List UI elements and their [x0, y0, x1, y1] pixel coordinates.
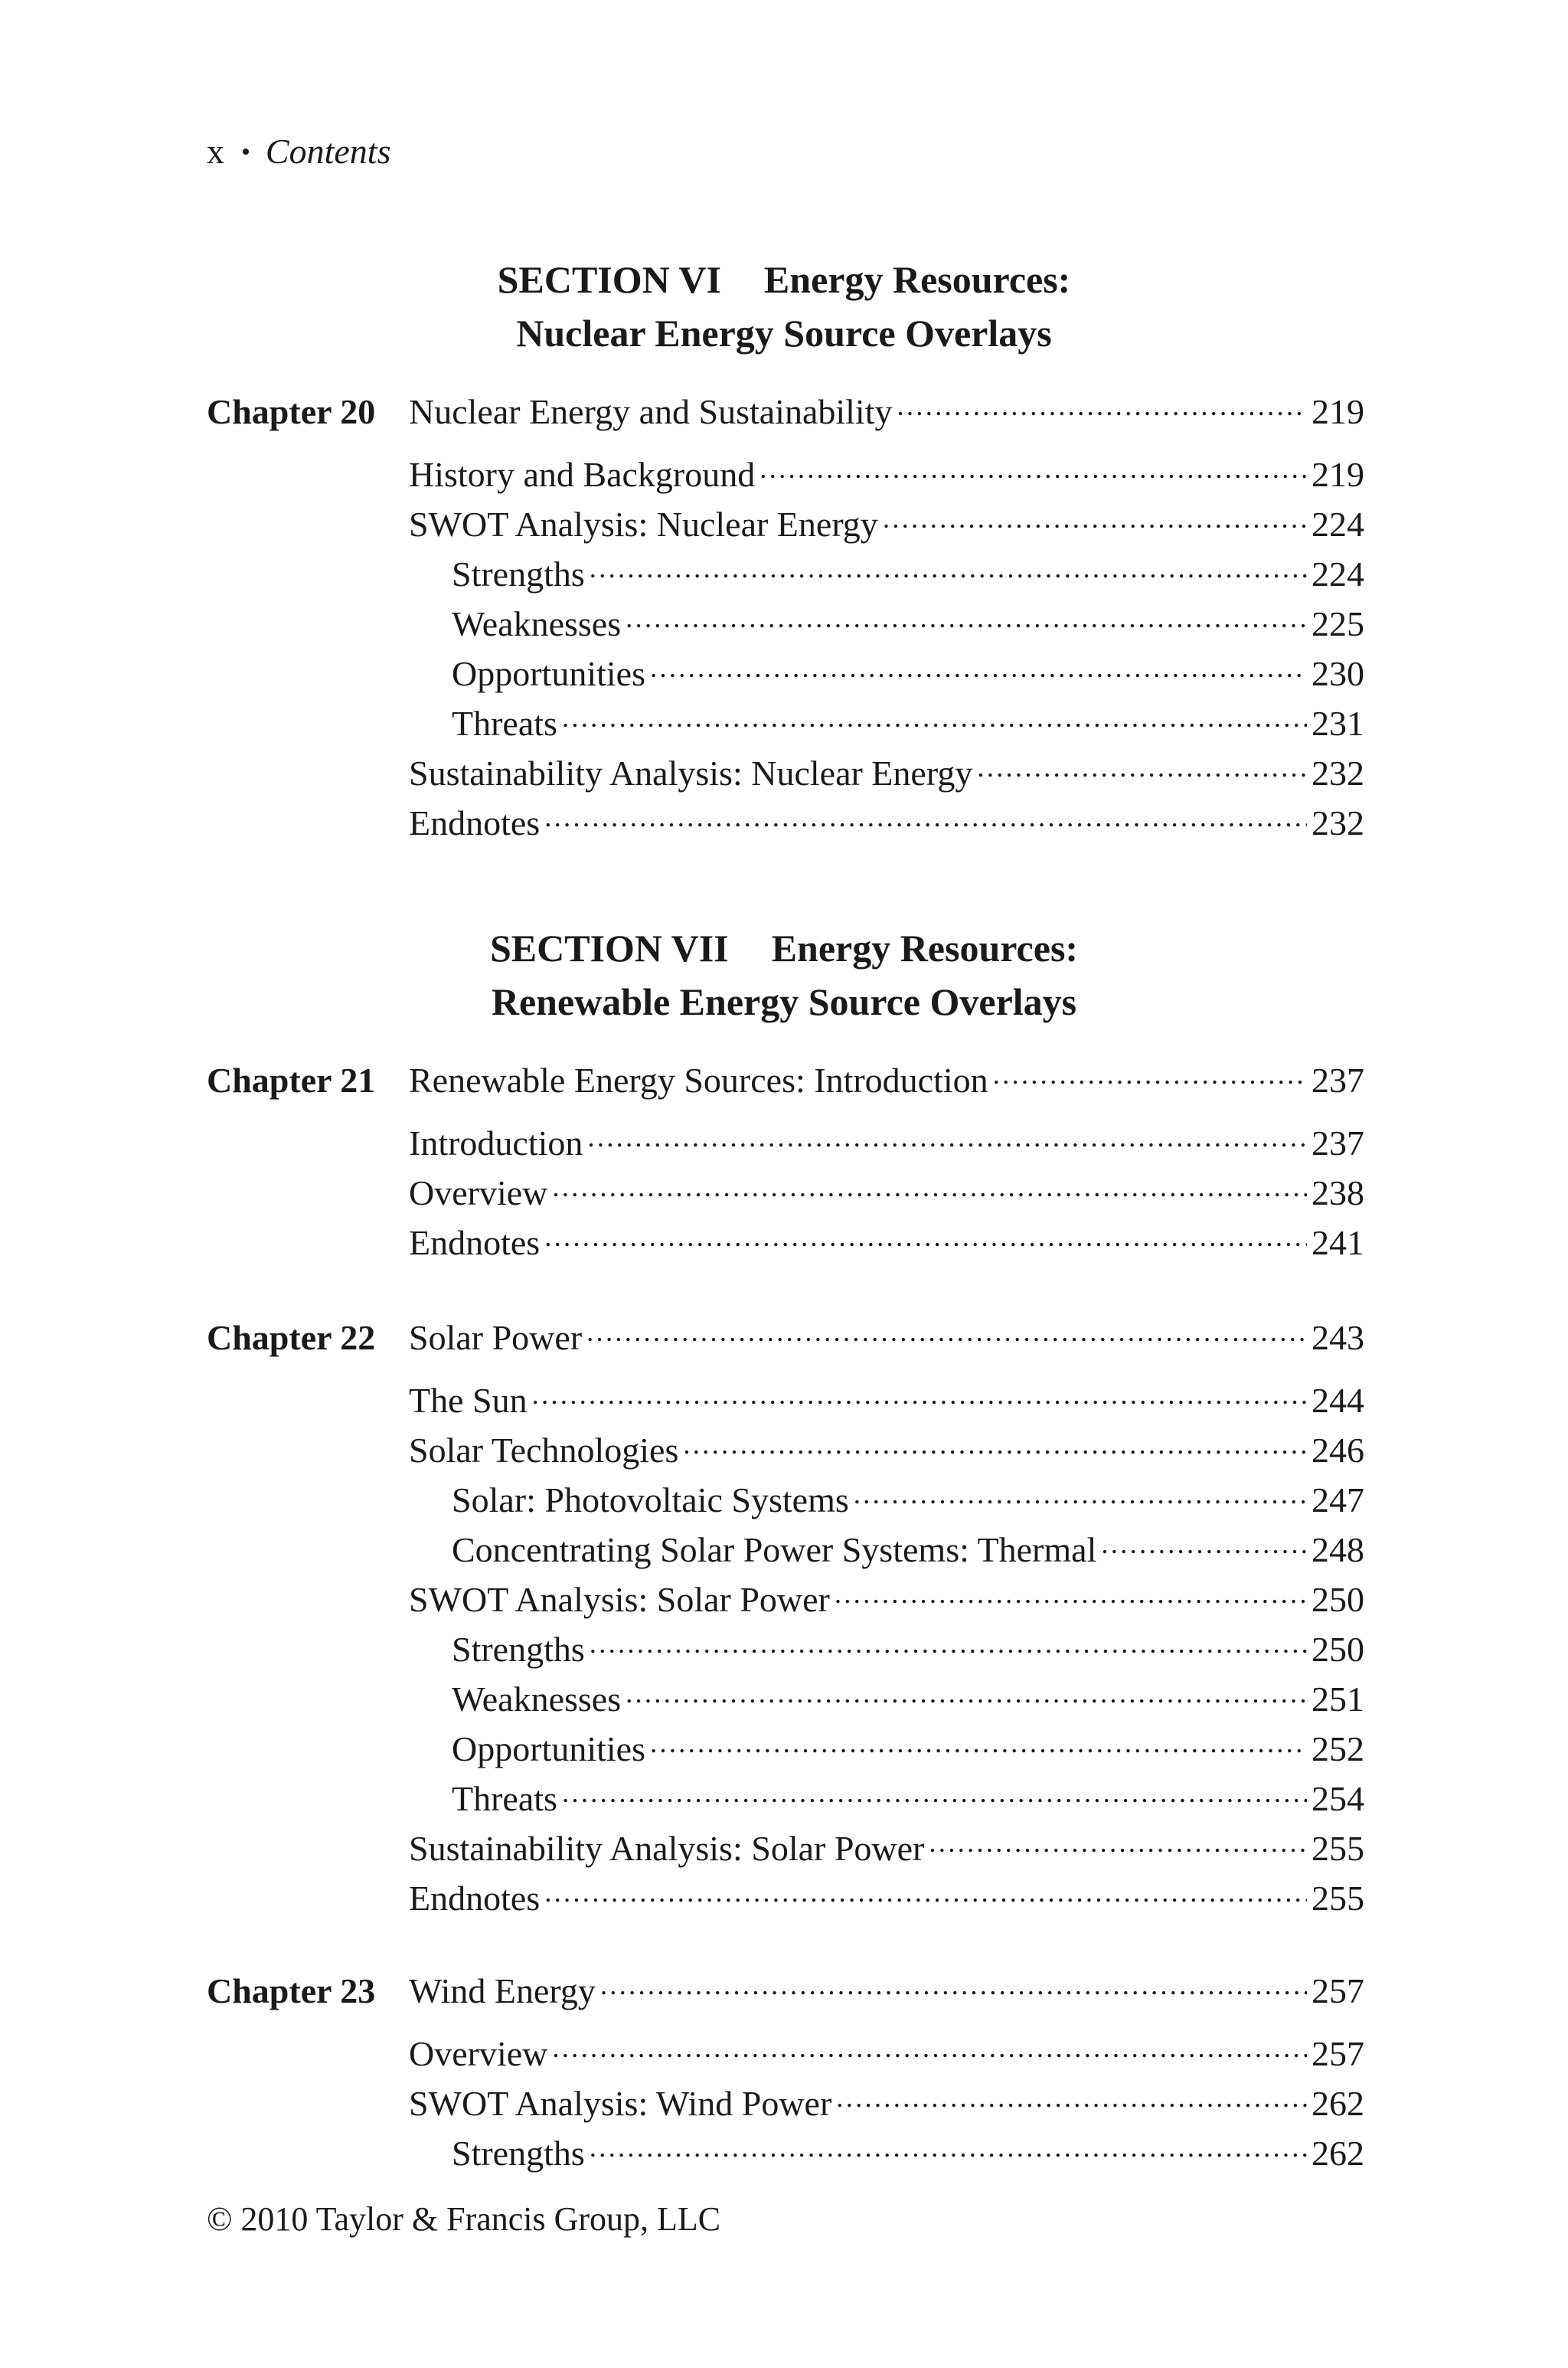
chapter-title: Renewable Energy Sources: Introduction [409, 1061, 988, 1100]
toc-subentry[interactable] [207, 1774, 1364, 1823]
entry-title: Threats [452, 1779, 557, 1818]
dot-leader [590, 2130, 1307, 2165]
dot-leader [993, 1057, 1307, 1092]
copyright-footer: © 2010 Taylor & Francis Group, LLC [207, 2200, 721, 2238]
entry-title: Introduction [409, 1123, 583, 1163]
entry-title: The Sun [409, 1381, 528, 1420]
dot-leader [562, 700, 1307, 735]
page-number: 232 [1312, 803, 1364, 842]
chapter-title: Wind Energy [409, 1971, 596, 2010]
dot-leader [562, 1775, 1307, 1810]
page-number: 247 [1312, 1480, 1364, 1519]
chapter-title: Nuclear Energy and Sustainability [409, 392, 893, 431]
toc-entry[interactable] [207, 1575, 1364, 1624]
toc-entry[interactable] [207, 1118, 1364, 1168]
toc-subentry[interactable] [207, 2128, 1364, 2178]
page-number: 225 [1312, 604, 1364, 643]
dot-leader [586, 1314, 1307, 1349]
roman-page-number: x [207, 132, 224, 171]
dot-leader [977, 750, 1307, 785]
chapter-label: Chapter 22 [207, 1318, 376, 1357]
running-header-label: Contents [265, 132, 391, 171]
entry-title: SWOT Analysis: Wind Power [409, 2084, 832, 2123]
page-number: 262 [1312, 2134, 1364, 2173]
entry-title: Strengths [452, 554, 585, 594]
section-number: SECTION VII [489, 927, 729, 970]
chapter-entries [207, 2029, 1364, 2178]
dot-leader [760, 451, 1307, 486]
toc-subentry[interactable] [207, 549, 1364, 599]
entry-title: Threats [452, 704, 557, 743]
page-number: 232 [1312, 754, 1364, 793]
entry-title: SWOT Analysis: Nuclear Energy [409, 505, 878, 544]
section-heading-line1 [0, 253, 1568, 306]
dot-leader [587, 1120, 1307, 1155]
chapter-label: Chapter 20 [207, 392, 376, 431]
page-number: 251 [1312, 1680, 1364, 1719]
page-number: 243 [1312, 1318, 1364, 1357]
toc-entry[interactable] [207, 1168, 1364, 1218]
chapter-23 [207, 1964, 1364, 2178]
toc-subentry[interactable] [207, 1475, 1364, 1525]
section-number: SECTION VI [497, 258, 721, 301]
section-heading-vii [0, 921, 1568, 1029]
entry-title: Solar: Photovoltaic Systems [452, 1480, 849, 1519]
toc-subentry[interactable] [207, 698, 1364, 748]
dot-leader [854, 1477, 1307, 1512]
section-heading-line2: Nuclear Energy Source Overlays [516, 312, 1052, 355]
entry-title: Sustainability Analysis: Nuclear Energy [409, 754, 973, 793]
entry-title: Weaknesses [452, 604, 622, 643]
page-number: 257 [1312, 1971, 1364, 2010]
section-heading-line1 [0, 921, 1568, 975]
toc-entry[interactable] [207, 1823, 1364, 1873]
toc-entry[interactable] [207, 450, 1364, 499]
dot-leader [897, 388, 1308, 424]
toc-subentry[interactable] [207, 1624, 1364, 1674]
toc-entry[interactable] [207, 499, 1364, 549]
dot-leader [552, 2030, 1307, 2065]
page-number: 219 [1312, 455, 1364, 494]
dot-leader [544, 1875, 1307, 1910]
entry-title: Concentrating Solar Power Systems: Thermal [452, 1530, 1097, 1569]
page-number: 246 [1312, 1431, 1364, 1470]
chapter-entries [207, 1118, 1364, 1267]
page-number: 231 [1312, 704, 1364, 743]
chapter-label: Chapter 21 [207, 1061, 376, 1100]
page-number: 252 [1312, 1729, 1364, 1768]
entry-title: History and Background [409, 455, 756, 494]
dot-leader [835, 1576, 1307, 1611]
chapter-title: Solar Power [409, 1318, 583, 1357]
page-number: 241 [1312, 1223, 1364, 1262]
entry-title: SWOT Analysis: Solar Power [409, 1580, 830, 1619]
toc-entry[interactable] [207, 2079, 1364, 2128]
entry-title: Sustainability Analysis: Solar Power [409, 1829, 925, 1868]
entry-title: Overview [409, 1173, 548, 1212]
chapter-row[interactable] [207, 1964, 1364, 2018]
page-number: 237 [1312, 1123, 1364, 1163]
entry-title: Endnotes [409, 803, 541, 842]
section-heading-vi [0, 253, 1568, 360]
bullet-separator: • [241, 138, 250, 166]
page-number: 248 [1312, 1530, 1364, 1569]
dot-leader [552, 1169, 1307, 1205]
toc-entry[interactable] [207, 1873, 1364, 1923]
dot-leader [626, 600, 1307, 636]
chapter-21 [207, 1054, 1364, 1267]
page-number: 262 [1312, 2084, 1364, 2123]
page-number: 224 [1312, 554, 1364, 594]
page-number: 257 [1312, 2034, 1364, 2073]
toc-entry[interactable] [207, 2029, 1364, 2079]
running-header [207, 130, 390, 177]
toc-subentry[interactable] [207, 599, 1364, 649]
page-number: 254 [1312, 1779, 1364, 1818]
entry-title: Weaknesses [452, 1680, 622, 1719]
dot-leader [836, 2080, 1307, 2115]
toc-subentry[interactable] [207, 1525, 1364, 1575]
dot-leader [683, 1427, 1307, 1462]
entry-title: Endnotes [409, 1223, 541, 1262]
toc-subentry[interactable] [207, 649, 1364, 698]
page-number: 250 [1312, 1580, 1364, 1619]
section-heading-line2: Renewable Energy Source Overlays [491, 980, 1077, 1023]
dot-leader [626, 1676, 1307, 1711]
section-title: Energy Resources: [763, 258, 1071, 301]
entry-title: Overview [409, 2034, 548, 2073]
toc-subentry[interactable] [207, 1724, 1364, 1774]
chapter-row[interactable] [207, 385, 1364, 439]
entry-title: Opportunities [452, 654, 645, 693]
chapter-20 [207, 385, 1364, 848]
entry-title: Endnotes [409, 1879, 541, 1918]
chapter-row[interactable] [207, 1054, 1364, 1107]
entry-title: Strengths [452, 2134, 585, 2173]
toc-entry[interactable] [207, 798, 1364, 848]
entry-title: Opportunities [452, 1729, 645, 1768]
page-number: 238 [1312, 1173, 1364, 1212]
entry-title: Solar Technologies [409, 1431, 679, 1470]
toc-entry[interactable] [207, 748, 1364, 798]
dot-leader [590, 1626, 1307, 1661]
dot-leader [600, 1967, 1307, 2003]
page-number: 237 [1312, 1061, 1364, 1100]
toc-entry[interactable] [207, 1425, 1364, 1475]
dot-leader [650, 650, 1307, 685]
chapter-label: Chapter 23 [207, 1971, 376, 2010]
dot-leader [532, 1377, 1307, 1412]
chapter-entries [207, 450, 1364, 848]
toc-entry[interactable] [207, 1218, 1364, 1267]
page-number: 255 [1312, 1829, 1364, 1868]
toc-entry[interactable] [207, 1375, 1364, 1425]
chapter-row[interactable] [207, 1311, 1364, 1365]
dot-leader [544, 800, 1307, 835]
dot-leader [650, 1725, 1307, 1761]
page-number: 224 [1312, 505, 1364, 544]
page-number: 219 [1312, 392, 1364, 431]
entry-title: Strengths [452, 1630, 585, 1669]
page-number: 250 [1312, 1630, 1364, 1669]
page-number: 244 [1312, 1381, 1364, 1420]
dot-leader [590, 551, 1307, 586]
dot-leader [929, 1825, 1307, 1860]
chapter-22 [207, 1311, 1364, 1923]
dot-leader [1101, 1526, 1307, 1562]
section-title: Energy Resources: [771, 927, 1079, 970]
page-number: 255 [1312, 1879, 1364, 1918]
dot-leader [883, 501, 1307, 536]
toc-subentry[interactable] [207, 1674, 1364, 1724]
chapter-entries [207, 1375, 1364, 1923]
dot-leader [544, 1219, 1307, 1254]
page-number: 230 [1312, 654, 1364, 693]
